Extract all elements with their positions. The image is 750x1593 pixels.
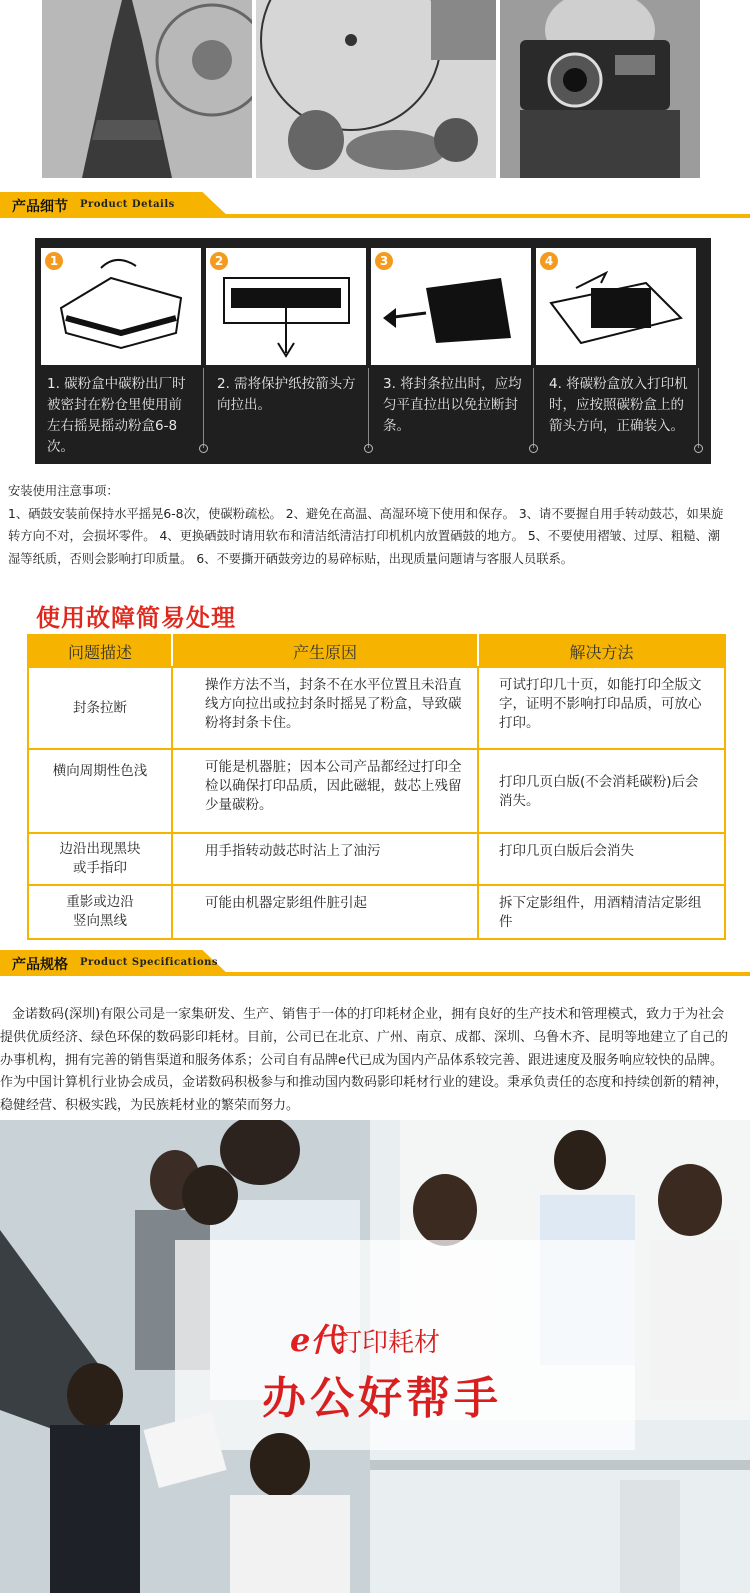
column-header: 问题描述 — [28, 635, 172, 667]
step-3-text: 3. 将封条拉出时，应均匀平直拉出以免拉断封条。 — [383, 376, 522, 434]
solution-cell: 打印几页白版后会消失 — [478, 833, 725, 885]
section-subtitle: Product Details — [80, 199, 175, 210]
problem-text: 边沿出现黑块或手指印 — [59, 841, 141, 876]
banner-tagline: 打印耗材 — [336, 1328, 441, 1358]
solution-cell: 打印几页白版(不会消耗碳粉)后会消失。 — [478, 749, 725, 833]
problem-cell: 封条拉断 — [28, 667, 172, 749]
section-subtitle: Product Specifications — [80, 957, 219, 968]
divider — [698, 368, 699, 448]
problem-cell: 横向周期性色浅 — [28, 749, 172, 833]
divider-dot — [694, 444, 703, 453]
step-2-text: 2. 需将保护纸按箭头方向拉出。 — [217, 376, 356, 413]
notes-body: 1、硒鼓安装前保持水平摇晃6-8次，使碳粉疏松。 2、避免在高温、高湿环境下使用和保存。 3、请不要握自用手转动鼓芯，如果旋转方向不对，会损坏零件。 4、更换硒鼓时请用软布和清洁纸清洁打印机机内放置硒鼓的地方。 5、不要使用褶皱、过厚、粗糙、潮湿等纸质，否则会影响打印质量。 6、不要撕开硒鼓旁边的易碎标贴，出现质量问题请与客服人员联系。 — [8, 506, 724, 566]
still-life-photo — [256, 0, 496, 178]
cause-cell: 可能由机器定影组件脏引起 — [172, 885, 478, 939]
step-1-text: 1. 碳粉盒中碳粉出厂时被密封在粉仓里使用前左右摇晃摇动粉盒6-8次。 — [47, 376, 186, 455]
cause-cell: 操作方法不当，封条不在水平位置且未沿直线方向拉出或拉封条时摇晃了粉盒，导致碳粉将封条卡住。 — [172, 667, 478, 749]
table-row — [28, 749, 725, 833]
solution-cell: 拆下定影组件，用酒精清洁定影组件 — [478, 885, 725, 939]
girl-with-camera-photo — [500, 0, 700, 178]
divider-dot — [529, 444, 538, 453]
product-specs-header — [0, 950, 750, 976]
solution-cell: 可试打印几十页，如能打印全版文字，证明不影响打印品质，可放心打印。 — [478, 667, 725, 749]
eiffel-tower-photo — [42, 0, 252, 178]
table-header-row — [28, 635, 725, 667]
step-number-badge: 4 — [540, 252, 558, 270]
divider — [203, 368, 204, 448]
fault-section-title: 使用故障简易处理 — [36, 604, 236, 632]
install-steps-panel — [35, 238, 711, 464]
cause-cell: 可能是机器脏；因本公司产品都经过打印全检以确保打印品质，因此磁辊，鼓芯上残留少量碳粉。 — [172, 749, 478, 833]
step-1-illustration — [41, 248, 201, 365]
divider — [533, 368, 534, 448]
problem-cell — [28, 885, 172, 939]
table-row — [28, 667, 725, 749]
table-row — [28, 833, 725, 885]
table-row — [28, 885, 725, 939]
step-number-badge: 1 — [45, 252, 63, 270]
divider — [368, 368, 369, 448]
usage-notes — [8, 480, 732, 570]
cause-cell: 用手指转动鼓芯时沾上了油污 — [172, 833, 478, 885]
divider-dot — [199, 444, 208, 453]
notes-title: 安装使用注意事项： — [8, 484, 119, 498]
step-2-illustration — [206, 248, 366, 365]
step-number-badge: 3 — [375, 252, 393, 270]
section-title: 产品细节 — [12, 199, 68, 215]
problem-cell — [28, 833, 172, 885]
section-title: 产品规格 — [12, 957, 68, 973]
column-header: 产生原因 — [172, 635, 478, 667]
brand-logo: e代 — [290, 1321, 343, 1359]
step-3-illustration — [371, 248, 531, 365]
step-4-illustration — [536, 248, 696, 365]
banner-headline: 办公好帮手 — [262, 1373, 502, 1424]
product-details-header — [0, 192, 750, 218]
step-number-badge: 2 — [210, 252, 228, 270]
divider-dot — [364, 444, 373, 453]
company-description: 金诺数码(深圳)有限公司是一家集研发、生产、销售于一体的打印耗材企业，拥有良好的生产技术和管理模式，致力于为社会提供优质经济、绿色环保的数码影印耗材。目前，公司已在北京、广州、南京、成都、深圳、乌鲁木齐、昆明等地建立了自己的办事机构，拥有完善的销售渠道和服务体系；公司自有品牌e代已成为国内产品体系较完善、跟进速度及服务响应较快的品牌。作为中国计算机行业协会成员，金诺数码积极参与和推动国内数码影印耗材行业的建设。秉承负责任的态度和持续创新的精神，稳健经营、积极实践，为民族耗材业的繁荣而努力。 — [0, 1007, 729, 1114]
fault-table — [27, 634, 726, 940]
column-header: 解决方法 — [478, 635, 725, 667]
problem-text: 重影或边沿竖向黑线 — [66, 894, 134, 929]
step-4-text: 4. 将碳粉盒放入打印机时，应按照碳粉盒上的箭头方向，正确装入。 — [549, 376, 688, 434]
